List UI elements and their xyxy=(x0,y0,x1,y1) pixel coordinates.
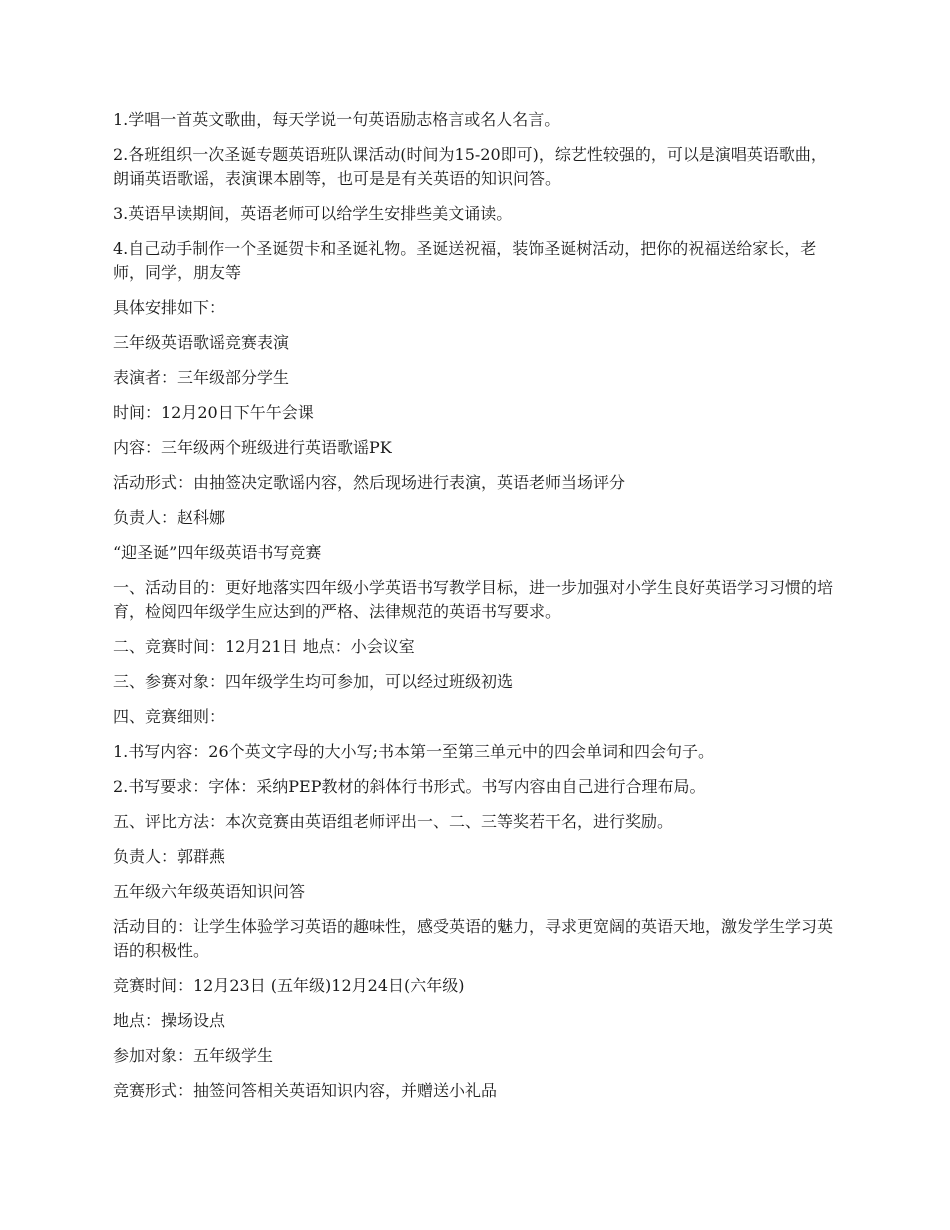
paragraph: 四、竞赛细则： xyxy=(113,707,226,726)
paragraph: 五、评比方法：本次竞赛由英语组老师评出一、二、三等奖若干名，进行奖励。 xyxy=(113,812,674,831)
paragraph: 活动形式：由抽签决定歌谣内容，然后现场进行表演，英语老师当场评分 xyxy=(113,473,626,492)
paragraph: 地点：操场设点 xyxy=(113,1011,226,1030)
paragraph: 三、参赛对象：四年级学生均可参加，可以经过班级初选 xyxy=(113,672,514,691)
section-heading: 五年级六年级英语知识问答 xyxy=(113,882,306,901)
paragraph: 活动目的：让学生体验学习英语的趣味性，感受英语的魅力，寻求更宽阔的英语天地，激发学生学习英语的积极性。 xyxy=(113,917,834,960)
paragraph: 1.学唱一首英文歌曲，每天学说一句英语励志格言或名人名言。 xyxy=(113,110,561,129)
section-heading: 三年级英语歌谣竞赛表演 xyxy=(113,333,290,352)
paragraph: 负责人：赵科娜 xyxy=(113,508,226,527)
document-body xyxy=(113,108,841,1114)
paragraph: 3.英语早读期间，英语老师可以给学生安排些美文诵读。 xyxy=(113,204,513,223)
paragraph: 二、竞赛时间：12月21日 地点：小会议室 xyxy=(113,637,415,656)
section-heading: “迎圣诞”四年级英语书写竞赛 xyxy=(113,543,322,562)
paragraph: 时间：12月20日下午午会课 xyxy=(113,403,314,422)
paragraph: 负责人：郭群燕 xyxy=(113,847,226,866)
paragraph: 竞赛形式：抽签问答相关英语知识内容，并赠送小礼品 xyxy=(113,1081,498,1100)
paragraph: 内容：三年级两个班级进行英语歌谣PK xyxy=(113,438,392,457)
paragraph: 一、活动目的：更好地落实四年级小学英语书写教学目标，进一步加强对小学生良好英语学习习惯的培育，检阅四年级学生应达到的严格、法律规范的英语书写要求。 xyxy=(113,578,834,621)
paragraph: 4.自己动手制作一个圣诞贺卡和圣诞礼物。圣诞送祝福，装饰圣诞树活动，把你的祝福送给家长，老师，同学，朋友等 xyxy=(113,239,817,282)
paragraph: 参加对象：五年级学生 xyxy=(113,1046,274,1065)
paragraph: 竞赛时间：12月23日 (五年级)12月24日(六年级) xyxy=(113,976,465,995)
paragraph: 1.书写内容：26个英文字母的大小写;书本第一至第三单元中的四会单词和四会句子。 xyxy=(113,742,715,761)
paragraph: 2.各班组织一次圣诞专题英语班队课活动(时间为15-20即可)，综艺性较强的，可以是演唱英语歌曲，朗诵英语歌谣，表演课本剧等，也可是是有关英语的知识问答。 xyxy=(113,145,827,188)
paragraph: 表演者：三年级部分学生 xyxy=(113,368,290,387)
paragraph: 具体安排如下： xyxy=(113,298,226,317)
paragraph: 2.书写要求：字体：采纳PEP教材的斜体行书形式。书写内容由自己进行合理布局。 xyxy=(113,777,706,796)
